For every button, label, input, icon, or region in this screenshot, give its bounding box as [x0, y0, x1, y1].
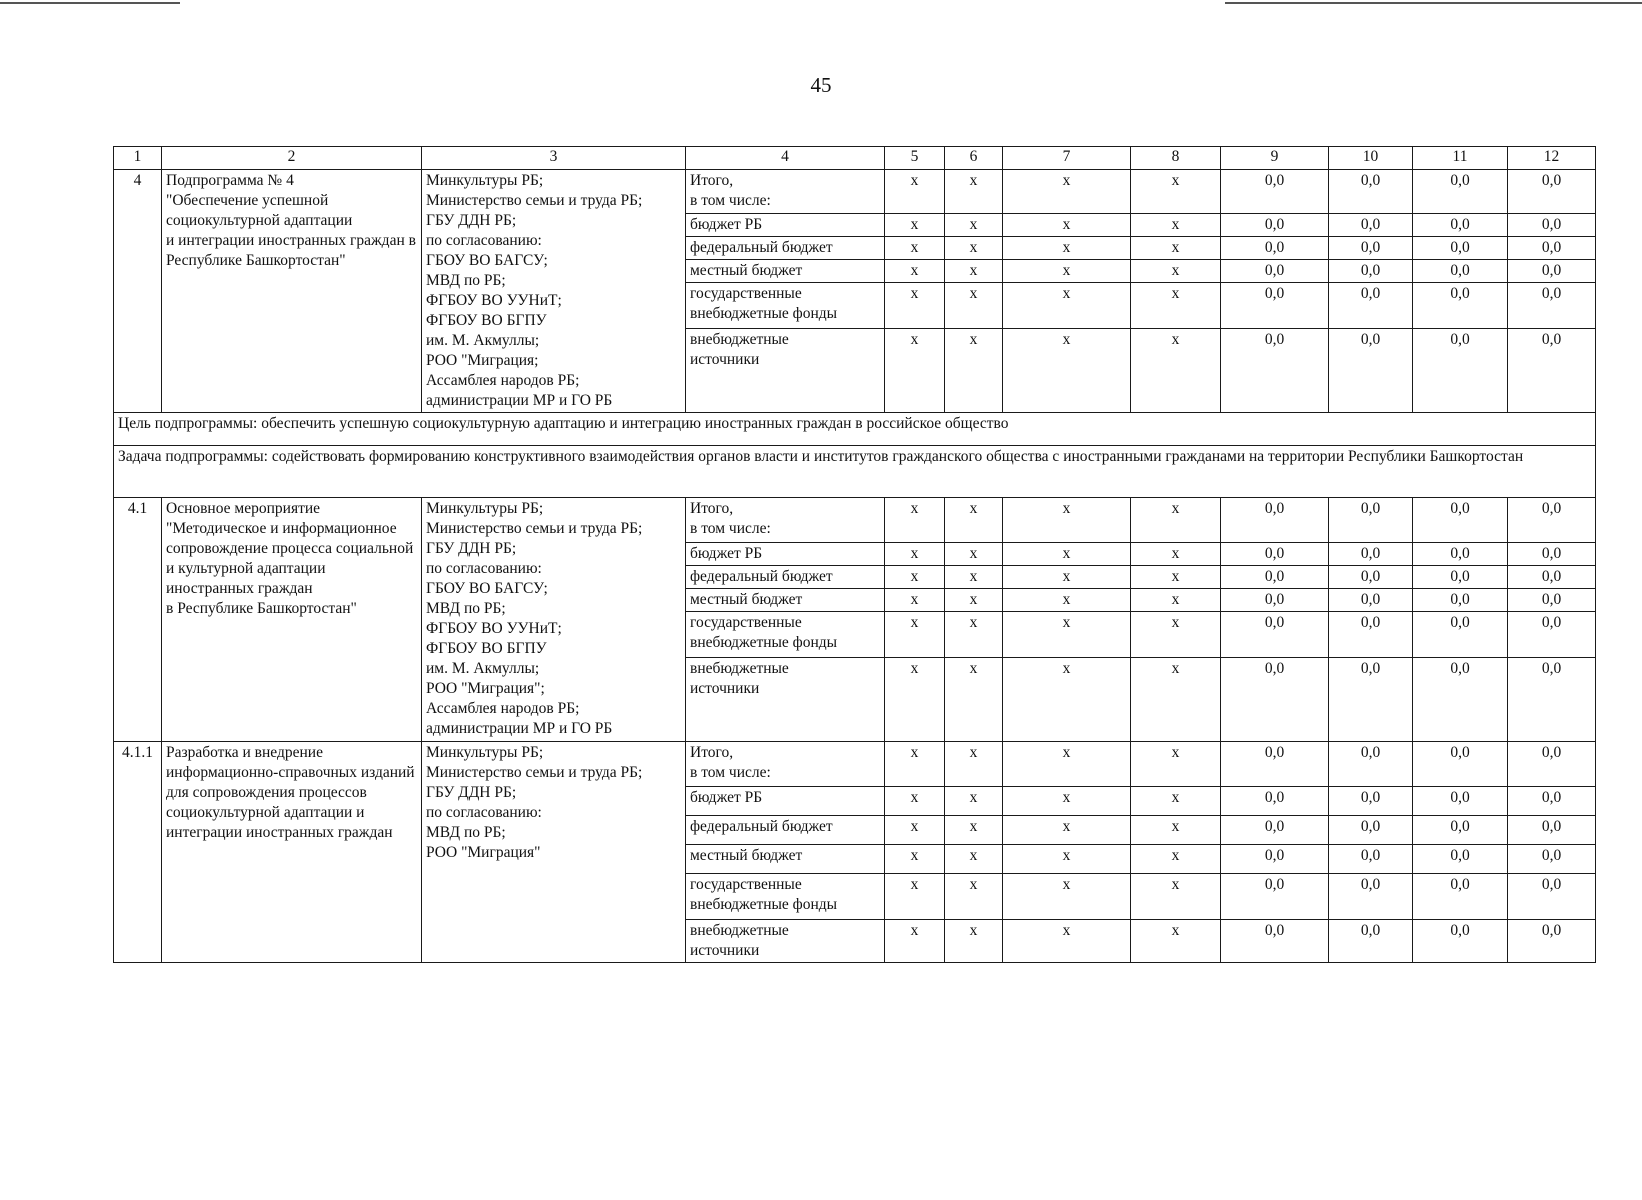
header-cell-10: 10: [1329, 147, 1413, 170]
header-cell-2: 2: [162, 147, 422, 170]
x-cell: х: [1003, 920, 1131, 963]
x-cell: х: [1131, 612, 1221, 658]
value-cell: 0,0: [1221, 920, 1329, 963]
x-cell: х: [1131, 787, 1221, 816]
funding-source: государственные внебюджетные фонды: [686, 612, 885, 658]
x-cell: х: [1003, 566, 1131, 589]
x-cell: х: [945, 742, 1003, 787]
item-name: Подпрограмма № 4 "Обеспечение успешной социокультурной адаптации и интеграции иностранных граждан в Республике Башкортостан": [162, 170, 422, 413]
x-cell: х: [1131, 214, 1221, 237]
page-number: 45: [810, 73, 832, 97]
value-cell: 0,0: [1329, 214, 1413, 237]
value-cell: 0,0: [1329, 816, 1413, 845]
value-cell: 0,0: [1413, 816, 1508, 845]
x-cell: х: [1003, 787, 1131, 816]
value-cell: 0,0: [1221, 874, 1329, 920]
program-table: [113, 146, 1596, 963]
value-cell: 0,0: [1413, 283, 1508, 329]
value-cell: 0,0: [1508, 566, 1596, 589]
x-cell: х: [945, 845, 1003, 874]
x-cell: х: [885, 658, 945, 742]
x-cell: х: [1003, 742, 1131, 787]
x-cell: х: [1131, 283, 1221, 329]
x-cell: х: [885, 742, 945, 787]
x-cell: х: [885, 612, 945, 658]
x-cell: х: [885, 589, 945, 612]
funding-source: Итого, в том числе:: [686, 498, 885, 543]
funding-source: бюджет РБ: [686, 787, 885, 816]
x-cell: х: [885, 845, 945, 874]
value-cell: 0,0: [1508, 920, 1596, 963]
x-cell: х: [885, 543, 945, 566]
x-cell: х: [1003, 658, 1131, 742]
header-row: [114, 147, 1596, 170]
value-cell: 0,0: [1413, 845, 1508, 874]
item-executors: Минкультуры РБ; Министерство семьи и труда РБ; ГБУ ДДН РБ; по согласованию: ГБОУ ВО БАГСУ; МВД по РБ; ФГБОУ ВО УУНиТ; ФГБОУ ВО БГПУ им. М. Акмуллы; РОО "Миграция; Ассамблея народов РБ; администрации МР и ГО РБ: [422, 170, 686, 413]
x-cell: х: [1003, 612, 1131, 658]
funding-source: федеральный бюджет: [686, 237, 885, 260]
value-cell: 0,0: [1329, 566, 1413, 589]
value-cell: 0,0: [1221, 498, 1329, 543]
x-cell: х: [1003, 543, 1131, 566]
value-cell: 0,0: [1329, 874, 1413, 920]
value-cell: 0,0: [1221, 612, 1329, 658]
header-cell-12: 12: [1508, 147, 1596, 170]
x-cell: х: [945, 589, 1003, 612]
value-cell: 0,0: [1508, 742, 1596, 787]
x-cell: х: [1131, 874, 1221, 920]
x-cell: х: [1003, 816, 1131, 845]
x-cell: х: [1003, 874, 1131, 920]
funding-source: бюджет РБ: [686, 214, 885, 237]
funding-source: государственные внебюджетные фонды: [686, 874, 885, 920]
funding-source: внебюджетные источники: [686, 329, 885, 413]
value-cell: 0,0: [1221, 787, 1329, 816]
x-cell: х: [885, 816, 945, 845]
x-cell: х: [945, 214, 1003, 237]
value-cell: 0,0: [1329, 845, 1413, 874]
value-cell: 0,0: [1221, 658, 1329, 742]
item-executors: Минкультуры РБ; Министерство семьи и труда РБ; ГБУ ДДН РБ; по согласованию: ГБОУ ВО БАГСУ; МВД по РБ; ФГБОУ ВО УУНиТ; ФГБОУ ВО БГПУ им. М. Акмуллы; РОО "Миграция"; Ассамблея народов РБ; администрации МР и ГО РБ: [422, 498, 686, 742]
x-cell: х: [1131, 742, 1221, 787]
funding-source: федеральный бюджет: [686, 816, 885, 845]
value-cell: 0,0: [1413, 260, 1508, 283]
table-body: [114, 147, 1596, 963]
item-executors: Минкультуры РБ; Министерство семьи и труда РБ; ГБУ ДДН РБ; по согласованию: МВД по РБ; РОО "Миграция": [422, 742, 686, 963]
x-cell: х: [1003, 589, 1131, 612]
x-cell: х: [1003, 498, 1131, 543]
x-cell: х: [945, 329, 1003, 413]
header-cell-8: 8: [1131, 147, 1221, 170]
table-row: [114, 498, 1596, 543]
value-cell: 0,0: [1508, 845, 1596, 874]
value-cell: 0,0: [1221, 566, 1329, 589]
x-cell: х: [1003, 260, 1131, 283]
x-cell: х: [885, 498, 945, 543]
value-cell: 0,0: [1508, 612, 1596, 658]
value-cell: 0,0: [1221, 742, 1329, 787]
funding-source: Итого, в том числе:: [686, 170, 885, 214]
value-cell: 0,0: [1413, 658, 1508, 742]
x-cell: х: [1131, 589, 1221, 612]
scan-edge-line-left: [0, 2, 180, 4]
value-cell: 0,0: [1413, 214, 1508, 237]
item-name: Разработка и внедрение информационно-справочных изданий для сопровождения процессов социокультурной адаптации и интеграции иностранных граждан: [162, 742, 422, 963]
value-cell: 0,0: [1221, 260, 1329, 283]
header-cell-3: 3: [422, 147, 686, 170]
x-cell: х: [1131, 498, 1221, 543]
value-cell: 0,0: [1221, 283, 1329, 329]
x-cell: х: [885, 566, 945, 589]
value-cell: 0,0: [1329, 283, 1413, 329]
header-cell-7: 7: [1003, 147, 1131, 170]
value-cell: 0,0: [1329, 787, 1413, 816]
task-text: Задача подпрограммы: содействовать формированию конструктивного взаимодействия органов власти и институтов гражданского общества с иностранными гражданами на территории Республики Башкортостан: [114, 446, 1596, 498]
x-cell: х: [945, 874, 1003, 920]
value-cell: 0,0: [1221, 543, 1329, 566]
value-cell: 0,0: [1329, 260, 1413, 283]
x-cell: х: [1131, 260, 1221, 283]
value-cell: 0,0: [1329, 170, 1413, 214]
goal-text: Цель подпрограммы: обеспечить успешную социокультурную адаптацию и интеграцию иностранных граждан в российское общество: [114, 413, 1596, 446]
x-cell: х: [1131, 658, 1221, 742]
value-cell: 0,0: [1329, 329, 1413, 413]
value-cell: 0,0: [1221, 845, 1329, 874]
value-cell: 0,0: [1508, 816, 1596, 845]
x-cell: х: [885, 237, 945, 260]
value-cell: 0,0: [1413, 498, 1508, 543]
value-cell: 0,0: [1329, 920, 1413, 963]
value-cell: 0,0: [1329, 658, 1413, 742]
funding-source: бюджет РБ: [686, 543, 885, 566]
value-cell: 0,0: [1329, 612, 1413, 658]
x-cell: х: [945, 283, 1003, 329]
funding-source: местный бюджет: [686, 845, 885, 874]
x-cell: х: [1131, 329, 1221, 413]
x-cell: х: [885, 874, 945, 920]
x-cell: х: [1003, 283, 1131, 329]
funding-source: внебюджетные источники: [686, 920, 885, 963]
goal-text-row: [114, 413, 1596, 446]
x-cell: х: [885, 283, 945, 329]
x-cell: х: [945, 658, 1003, 742]
x-cell: х: [945, 566, 1003, 589]
item-number: 4.1.1: [114, 742, 162, 963]
table-row: [114, 170, 1596, 214]
value-cell: 0,0: [1329, 589, 1413, 612]
item-name: Основное мероприятие "Методическое и информационное сопровождение процесса социальной и культурной адаптации иностранных граждан в Республике Башкортостан": [162, 498, 422, 742]
value-cell: 0,0: [1508, 787, 1596, 816]
x-cell: х: [1003, 214, 1131, 237]
value-cell: 0,0: [1413, 920, 1508, 963]
x-cell: х: [1003, 845, 1131, 874]
task-text-row: [114, 446, 1596, 498]
x-cell: х: [1131, 566, 1221, 589]
funding-source: внебюджетные источники: [686, 658, 885, 742]
value-cell: 0,0: [1221, 329, 1329, 413]
x-cell: х: [885, 787, 945, 816]
value-cell: 0,0: [1413, 543, 1508, 566]
value-cell: 0,0: [1413, 589, 1508, 612]
x-cell: х: [885, 260, 945, 283]
x-cell: х: [945, 816, 1003, 845]
x-cell: х: [885, 170, 945, 214]
value-cell: 0,0: [1329, 498, 1413, 543]
x-cell: х: [1131, 920, 1221, 963]
value-cell: 0,0: [1329, 742, 1413, 787]
value-cell: 0,0: [1508, 170, 1596, 214]
value-cell: 0,0: [1508, 874, 1596, 920]
x-cell: х: [1131, 543, 1221, 566]
value-cell: 0,0: [1508, 658, 1596, 742]
value-cell: 0,0: [1508, 283, 1596, 329]
value-cell: 0,0: [1508, 543, 1596, 566]
item-number: 4.1: [114, 498, 162, 742]
value-cell: 0,0: [1413, 329, 1508, 413]
funding-source: федеральный бюджет: [686, 566, 885, 589]
x-cell: х: [945, 920, 1003, 963]
x-cell: х: [945, 787, 1003, 816]
value-cell: 0,0: [1413, 566, 1508, 589]
value-cell: 0,0: [1413, 237, 1508, 260]
x-cell: х: [1131, 816, 1221, 845]
x-cell: х: [945, 498, 1003, 543]
x-cell: х: [1003, 237, 1131, 260]
x-cell: х: [1003, 170, 1131, 214]
x-cell: х: [1003, 329, 1131, 413]
item-number: 4: [114, 170, 162, 413]
x-cell: х: [945, 237, 1003, 260]
value-cell: 0,0: [1508, 589, 1596, 612]
funding-source: местный бюджет: [686, 260, 885, 283]
value-cell: 0,0: [1508, 237, 1596, 260]
header-cell-4: 4: [686, 147, 885, 170]
x-cell: х: [885, 214, 945, 237]
x-cell: х: [1131, 170, 1221, 214]
value-cell: 0,0: [1329, 543, 1413, 566]
header-cell-1: 1: [114, 147, 162, 170]
x-cell: х: [1131, 237, 1221, 260]
value-cell: 0,0: [1508, 214, 1596, 237]
value-cell: 0,0: [1413, 742, 1508, 787]
value-cell: 0,0: [1221, 816, 1329, 845]
x-cell: х: [1131, 845, 1221, 874]
x-cell: х: [945, 612, 1003, 658]
scan-edge-line-right: [1225, 2, 1642, 4]
value-cell: 0,0: [1413, 787, 1508, 816]
value-cell: 0,0: [1508, 329, 1596, 413]
table-row: [114, 742, 1596, 787]
header-cell-5: 5: [885, 147, 945, 170]
value-cell: 0,0: [1221, 214, 1329, 237]
x-cell: х: [945, 170, 1003, 214]
header-cell-6: 6: [945, 147, 1003, 170]
x-cell: х: [945, 543, 1003, 566]
value-cell: 0,0: [1413, 612, 1508, 658]
value-cell: 0,0: [1508, 260, 1596, 283]
value-cell: 0,0: [1413, 874, 1508, 920]
header-cell-9: 9: [1221, 147, 1329, 170]
funding-source: государственные внебюджетные фонды: [686, 283, 885, 329]
value-cell: 0,0: [1221, 170, 1329, 214]
value-cell: 0,0: [1221, 237, 1329, 260]
value-cell: 0,0: [1413, 170, 1508, 214]
x-cell: х: [885, 920, 945, 963]
x-cell: х: [885, 329, 945, 413]
value-cell: 0,0: [1221, 589, 1329, 612]
funding-source: местный бюджет: [686, 589, 885, 612]
value-cell: 0,0: [1329, 237, 1413, 260]
header-cell-11: 11: [1413, 147, 1508, 170]
value-cell: 0,0: [1508, 498, 1596, 543]
x-cell: х: [945, 260, 1003, 283]
funding-source: Итого, в том числе:: [686, 742, 885, 787]
